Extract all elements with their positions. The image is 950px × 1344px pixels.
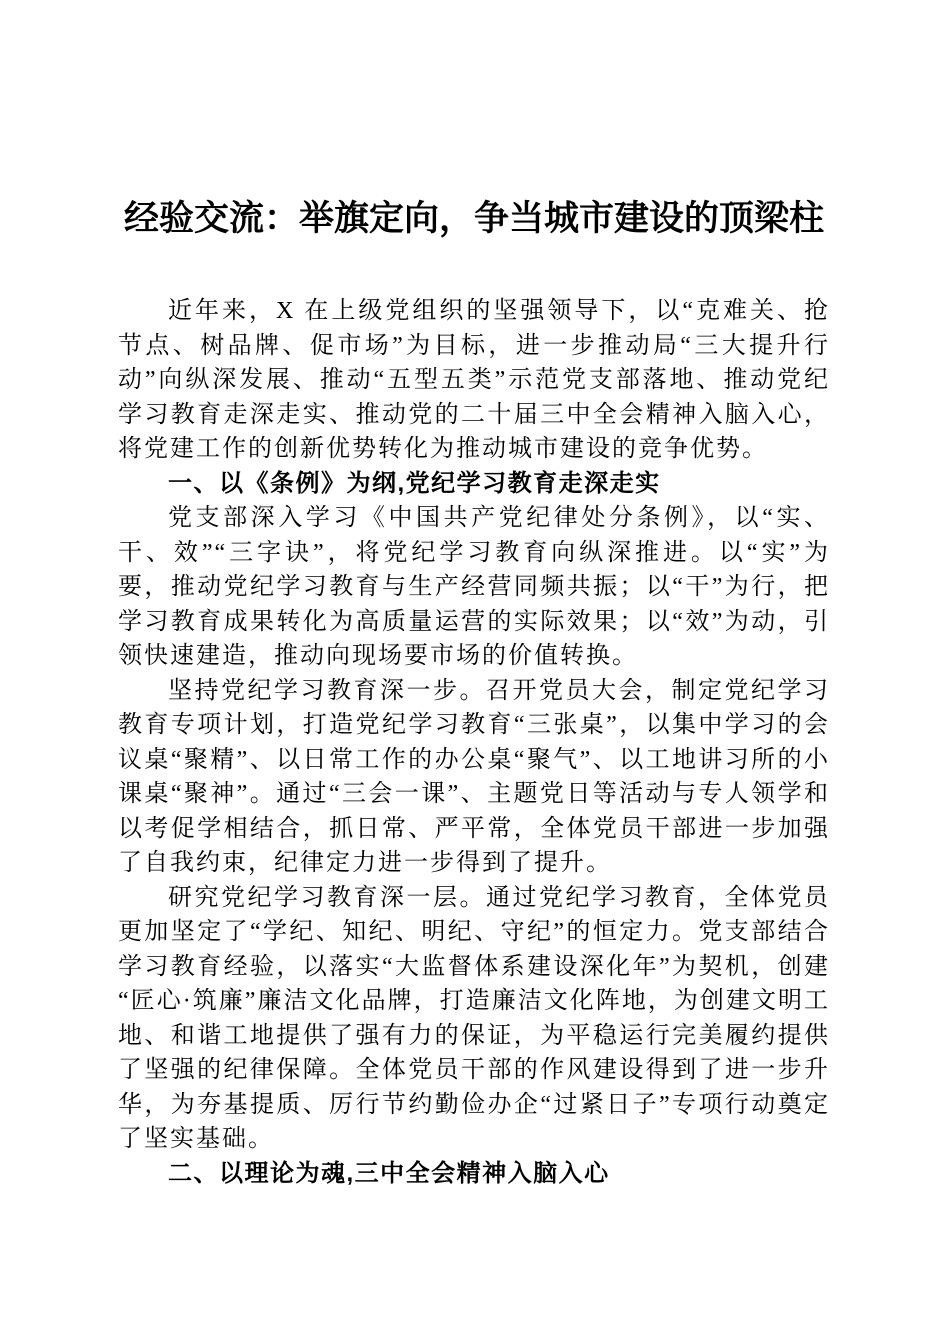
document-content [118,0,830,1191]
section-heading-2: 二、以理论为魂,三中全会精神入脑入心 [168,1159,610,1187]
document-title: 经验交流：举旗定向，争当城市建设的顶梁柱 [123,199,824,238]
section-heading-1: 一、以《条例》为纲,党纪学习教育走深走实 [168,469,661,497]
paragraph-intro: 近年来，X 在上级党组织的坚强领导下，以“克难关、抢节点、树品牌、促市场”为目标，进一步推动局“三大提升行动”向纵深发展、推动“五型五类”示范党支部落地、推动党纪学习教育走深走实、推动党的二十届三中全会精神入脑入心，将党建工作的创新优势转化为推动城市建设的竞争优势。 [118,298,830,462]
paragraph-section1-b: 坚持党纪学习教育深一步。召开党员大会，制定党纪学习教育专项计划，打造党纪学习教育“三张桌”，以集中学习的会议桌“聚精”、以日常工作的办公桌“聚气”、以工地讲习所的小课桌“聚神”。通过“三会一课”、主题党日等活动与专人领学和以考促学相结合，抓日常、严平常，全体党员干部进一步加强了自我约束，纪律定力进一步得到了提升。 [118,677,830,876]
paragraph-section1-c: 研究党纪学习教育深一层。通过党纪学习教育，全体党员更加坚定了“学纪、知纪、明纪、守纪”的恒定力。党支部结合学习教育经验，以落实“大监督体系建设深化年”为契机，创建“匠心·筑廉”廉洁文化品牌，打造廉洁文化阵地，为创建文明工地、和谐工地提供了强有力的保证，为平稳运行完美履约提供了坚强的纪律保障。全体党员干部的作风建设得到了进一步升华，为夯基提质、厉行节约勤俭办企“过紧日子”专项行动奠定了坚实基础。 [118,884,830,1152]
document-body [118,294,830,1191]
paragraph-section1-a: 党支部深入学习《中国共产党纪律处分条例》，以“实、干、效”“三字诀”，将党纪学习教育向纵深推进。以“实”为要，推动党纪学习教育与生产经营同频共振；以“干”为行，把学习教育成果转化为高质量运营的实际效果；以“效”为动，引领快速建造，推动向现场要市场的价值转换。 [118,505,830,669]
